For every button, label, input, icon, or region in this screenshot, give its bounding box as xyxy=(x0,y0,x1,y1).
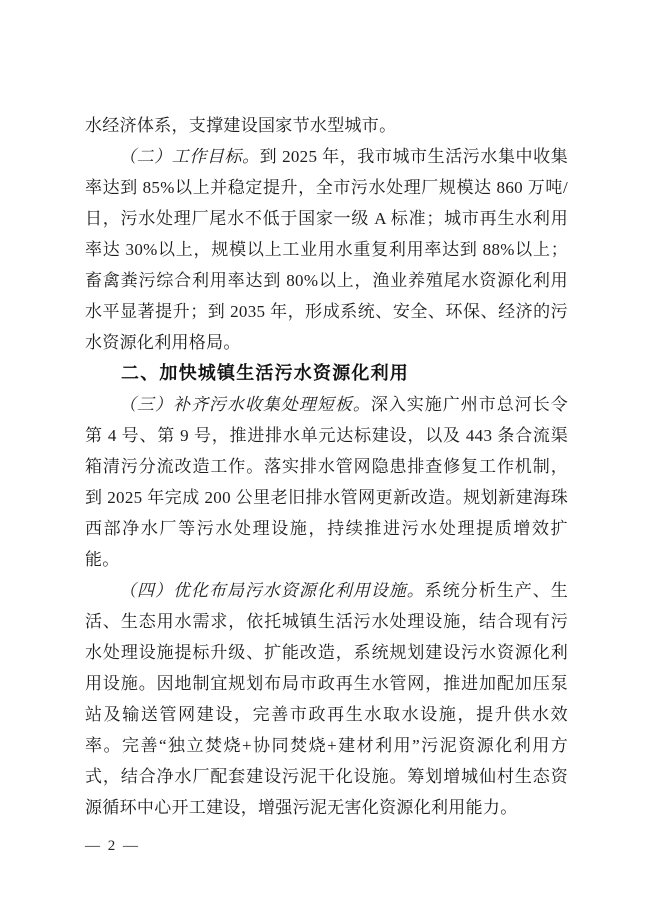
document-body xyxy=(85,110,568,823)
section-heading: 二、加快城镇生活污水资源化利用 xyxy=(121,363,409,383)
paragraph-sewage-collection-lead: （三）补齐污水收集处理短板。 xyxy=(119,395,371,414)
paragraph-work-goals xyxy=(85,141,568,358)
paragraph-facility-layout-body: 系统分析生产、生活、生态用水需求，依托城镇生活污水处理设施，结合现有污水处理设施提标升级、扩能改造，系统规划建设污水资源化利用设施。因地制宜规划布局市政再生水管网，推进加配加压泵站及输送管网建设，完善市政再生水取水设施，提升供水效率。完善“独立焚烧+协同焚烧+建材利用”污泥资源化利用方式，结合净水厂配套建设污泥干化设施。筹划增城仙村生态资源循环中心开工建设，增强污泥无害化资源化利用能力。 xyxy=(85,581,568,817)
paragraph-facility-layout xyxy=(85,575,568,823)
paragraph-work-goals-body: 到 2025 年，我市城市生活污水集中收集率达到 85%以上并稳定提升，全市污水处理厂规模达 860 万吨/日，污水处理厂尾水不低于国家一级 A 标准；城市再生水利用率达 30%以上，规模以上工业用水重复利用率达到 88%以上；畜禽粪污综合利用率达到 80%以上，渔业养殖尾水资源化利用水平显著提升；到 2035 年，形成系统、安全、环保、经济的污水资源化利用格局。 xyxy=(85,147,568,352)
paragraph-facility-layout-lead: （四）优化布局污水资源化利用设施。 xyxy=(119,581,425,600)
paragraph-continuation: 水经济体系，支撑建设国家节水型城市。 xyxy=(85,116,397,135)
paragraph-sewage-collection xyxy=(85,389,568,575)
page-number: — 2 — xyxy=(85,838,140,854)
paragraph-work-goals-lead: （二）工作目标。 xyxy=(119,147,260,166)
paragraph-sewage-collection-body: 深入实施广州市总河长令第 4 号、第 9 号，推进排水单元达标建设，以及 443 条合流渠箱清污分流改造工作。落实排水管网隐患排查修复工作机制，到 2025 年完成 200 公里老旧排水管网更新改造。规划新建海珠西部净水厂等污水处理设施，持续推进污水处理提质增效扩能。 xyxy=(85,395,568,569)
